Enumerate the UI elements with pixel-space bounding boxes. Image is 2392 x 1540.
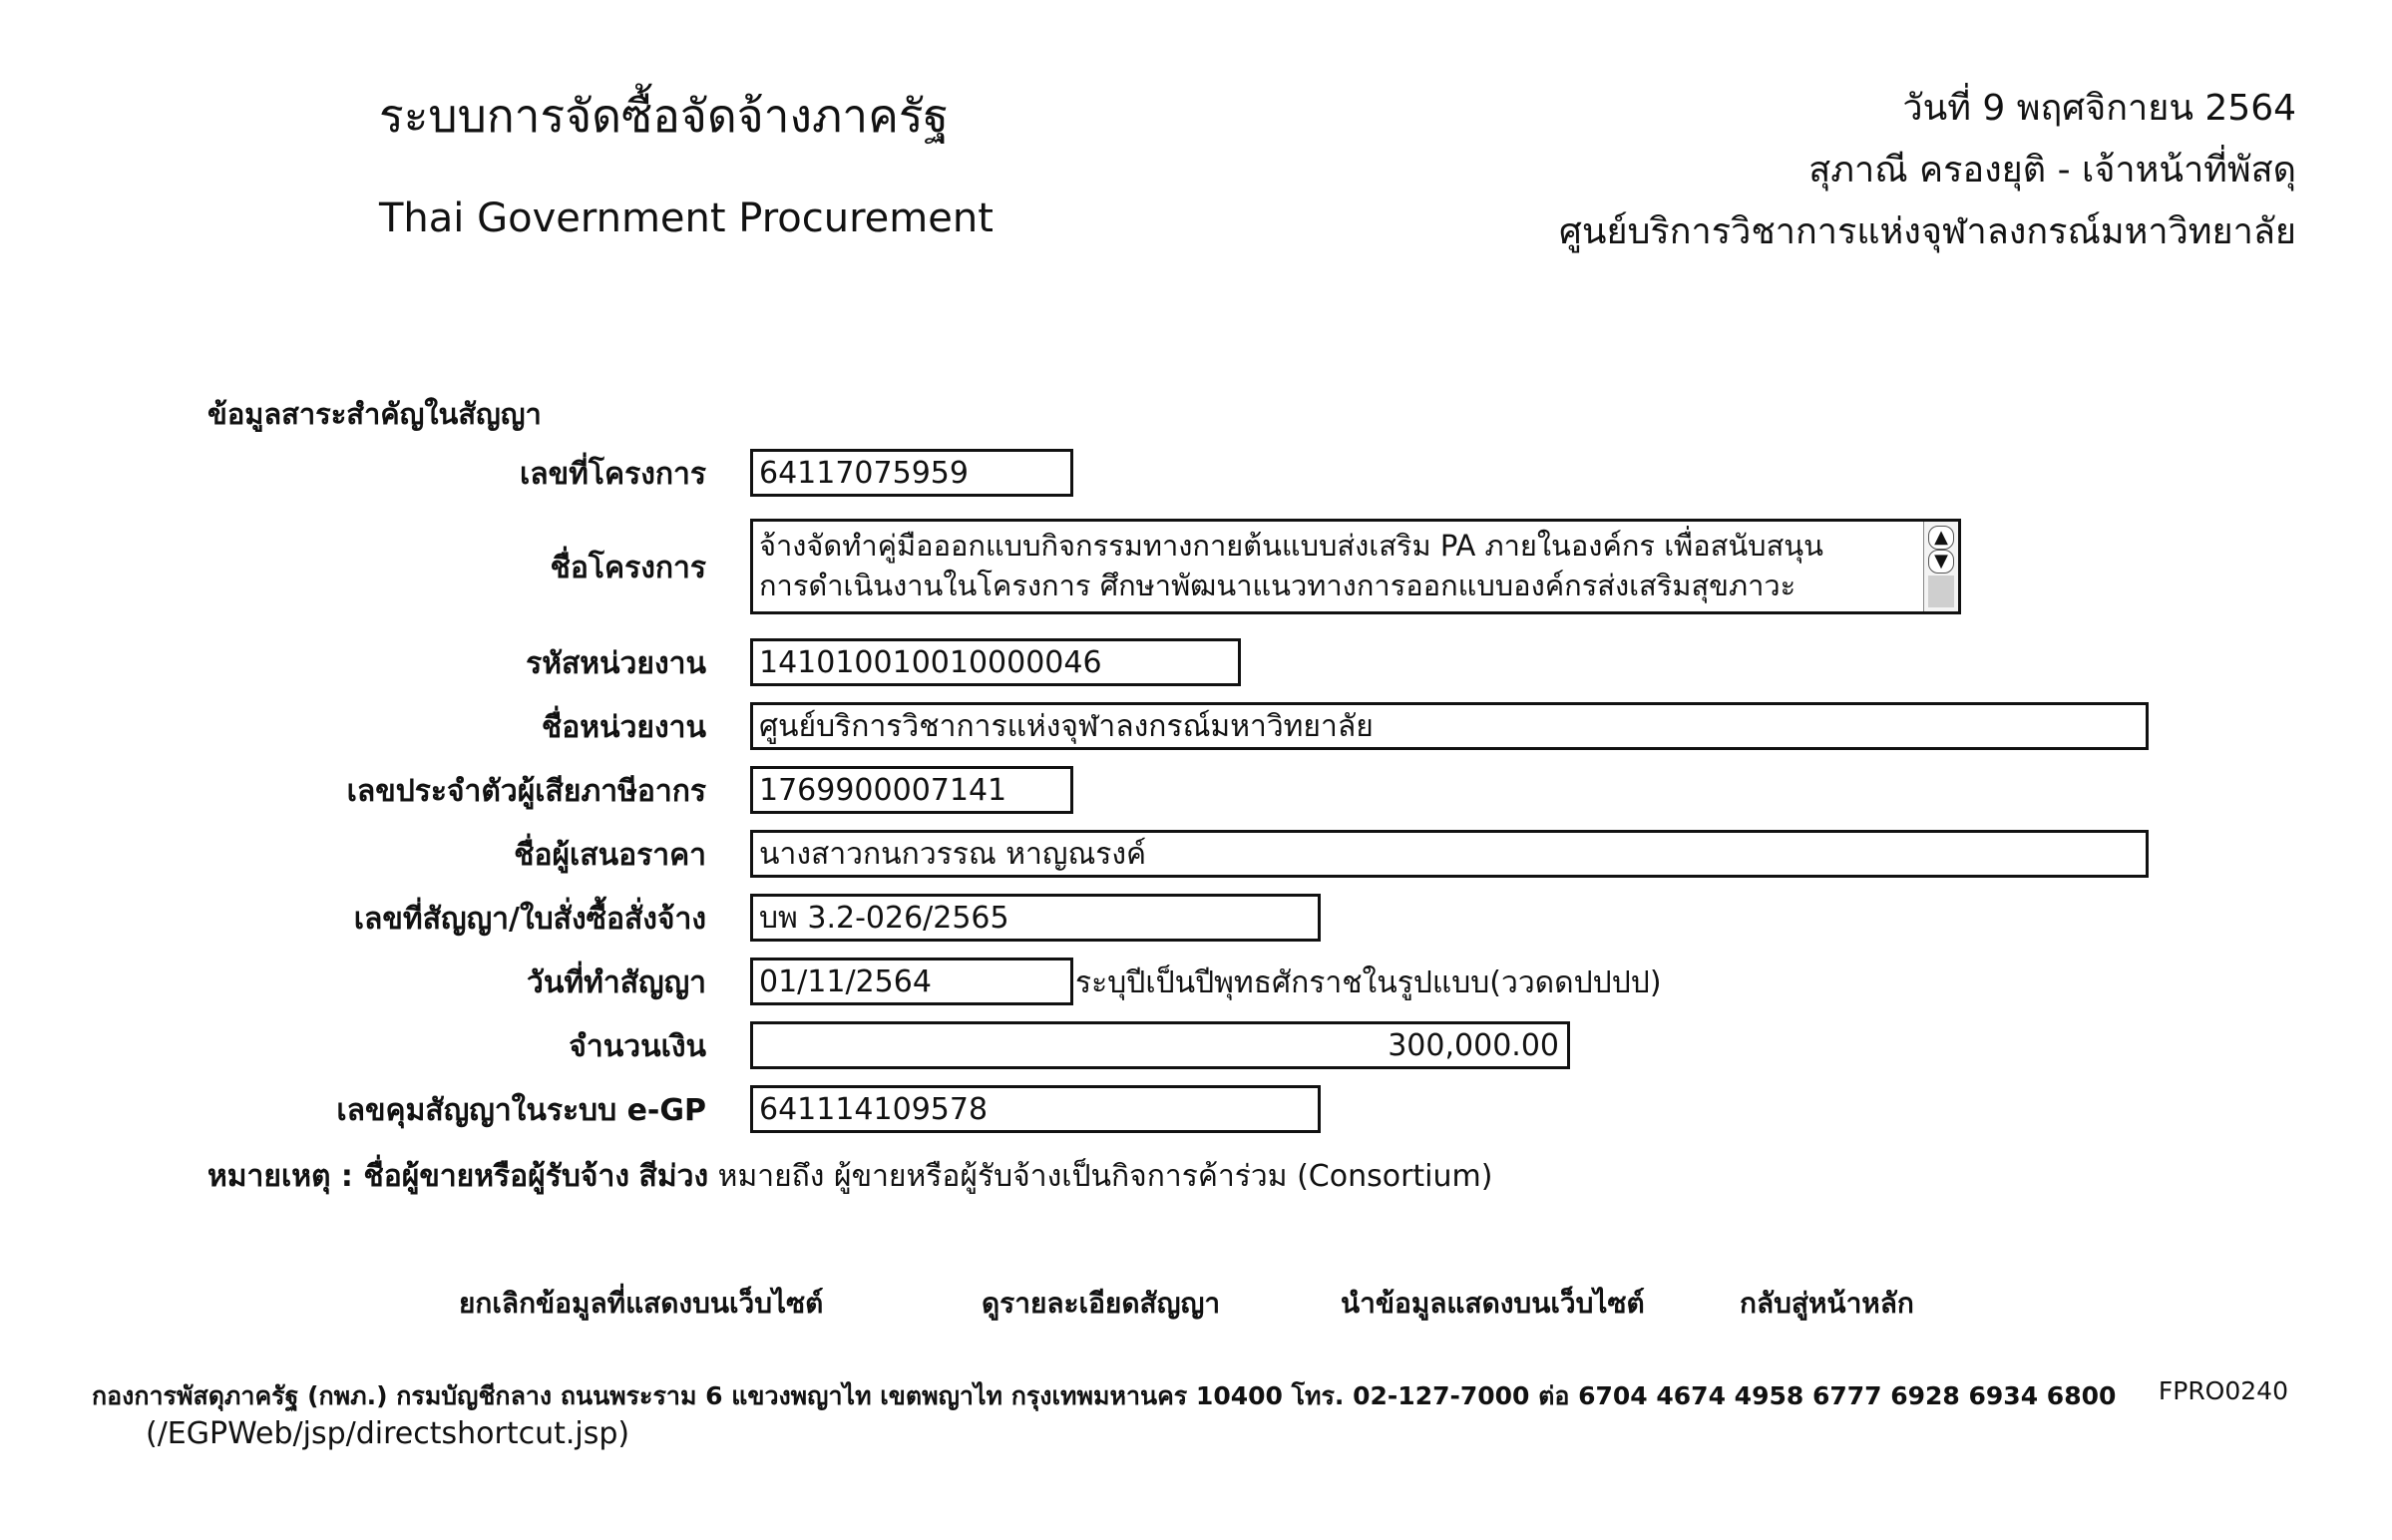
system-title-thai: ระบบการจัดซื้อจัดจ้างภาครัฐ [379, 89, 949, 143]
header-organization: ศูนย์บริการวิชาการแห่งจุฬาลงกรณ์มหาวิทยาลัย [1559, 211, 2296, 252]
amount-field[interactable]: 300,000.00 [750, 1021, 1570, 1069]
cancel-publish-link[interactable]: ยกเลิกข้อมูลที่แสดงบนเว็บไซต์ [459, 1287, 824, 1320]
egp-no-label: เลขคุมสัญญาในระบบ e-GP [336, 1093, 706, 1128]
section-title: ข้อมูลสาระสำคัญในสัญญา [207, 397, 542, 431]
amount-label: จำนวนเงิน [569, 1029, 706, 1064]
project-no-field[interactable]: 64117075959 [750, 449, 1073, 497]
egp-no-field[interactable]: 641114109578 [750, 1085, 1321, 1133]
dept-code-label: รหัสหน่วยงาน [526, 646, 706, 681]
back-home-link[interactable]: กลับสู่หน้าหลัก [1740, 1287, 1914, 1320]
system-title-english: Thai Government Procurement [379, 195, 994, 241]
chevron-up-icon[interactable]: ▲ [1928, 526, 1954, 550]
row-contract-date [0, 958, 2392, 1009]
view-contract-detail-link[interactable]: ดูรายละเอียดสัญญา [982, 1287, 1221, 1320]
header-user: สุภาณี ครองยุติ - เจ้าหน้าที่พัสดุ [1808, 150, 2296, 191]
project-name-line-1: จ้างจัดทำคู่มือออกแบบกิจกรรมทางกายต้นแบบส่งเสริม PA ภายในองค์กร เพื่อสนับสนุน [759, 529, 1823, 563]
row-contract-no [0, 894, 2392, 946]
chevron-down-icon[interactable]: ▼ [1928, 550, 1954, 574]
row-dept-name [0, 702, 2392, 754]
note-prefix: หมายเหตุ : ชื่อผู้ขายหรือผู้รับจ้าง [207, 1159, 629, 1194]
scrollbar-track[interactable] [1928, 576, 1954, 607]
dept-name-label: ชื่อหน่วยงาน [541, 710, 706, 745]
footer-page-code: FPRO0240 [2158, 1376, 2288, 1405]
contract-date-hint: ระบุปีเป็นปีพุทธศักราชในรูปแบบ(ววดดปปปป) [1075, 965, 1662, 1000]
contract-date-field[interactable]: 01/11/2564 [750, 958, 1073, 1005]
row-bidder-name [0, 830, 2392, 882]
contract-date-label: วันที่ทำสัญญา [526, 965, 706, 1000]
project-name-line-2: การดำเนินงานในโครงการ ศึกษาพัฒนาแนวทางการออกแบบองค์กรส่งเสริมสุขภาวะ [759, 569, 1796, 602]
footer-page-path: (/EGPWeb/jsp/directshortcut.jsp) [146, 1416, 630, 1451]
row-project-name [0, 519, 2392, 618]
header-date: วันที่ 9 พฤศจิกายน 2564 [1902, 88, 2296, 129]
row-project-no [0, 449, 2392, 501]
contract-no-label: เลขที่สัญญา/ใบสั่งซื้อสั่งจ้าง [353, 902, 706, 937]
bidder-name-field[interactable]: นางสาวกนกวรรณ หาญณรงค์ [750, 830, 2149, 878]
note-highlight: สีม่วง [638, 1159, 709, 1194]
row-dept-code [0, 638, 2392, 690]
project-name-label: ชื่อโครงการ [550, 551, 706, 585]
consortium-note [207, 1153, 1492, 1200]
textarea-scrollbar[interactable] [1923, 522, 1958, 611]
row-amount [0, 1021, 2392, 1073]
row-tax-id [0, 766, 2392, 818]
tax-id-label: เลขประจำตัวผู้เสียภาษีอากร [346, 774, 706, 809]
dept-name-field[interactable]: ศูนย์บริการวิชาการแห่งจุฬาลงกรณ์มหาวิทยาลัย [750, 702, 2149, 750]
note-suffix: หมายถึง ผู้ขายหรือผู้รับจ้างเป็นกิจการค้าร่วม (Consortium) [717, 1159, 1493, 1194]
project-no-label: เลขที่โครงการ [520, 457, 706, 492]
tax-id-field[interactable]: 1769900007141 [750, 766, 1073, 814]
dept-code-field[interactable]: 141010010010000046 [750, 638, 1241, 686]
project-name-textarea[interactable] [750, 519, 1961, 614]
footer-address: กองการพัสดุภาครัฐ (กพภ.) กรมบัญชีกลาง ถนนพระราม 6 แขวงพญาไท เขตพญาไท กรุงเทพมหานคร 10400 โทร. 02-127-7000 ต่อ 6704 4674 4958 6777 6928 6934 6800 [92, 1381, 2117, 1410]
header-info [1559, 78, 2296, 263]
publish-website-link[interactable]: นำข้อมูลแสดงบนเว็บไซต์ [1341, 1287, 1645, 1320]
row-egp-no [0, 1085, 2392, 1137]
bidder-name-label: ชื่อผู้เสนอราคา [514, 838, 706, 873]
contract-no-field[interactable]: บพ 3.2-026/2565 [750, 894, 1321, 942]
